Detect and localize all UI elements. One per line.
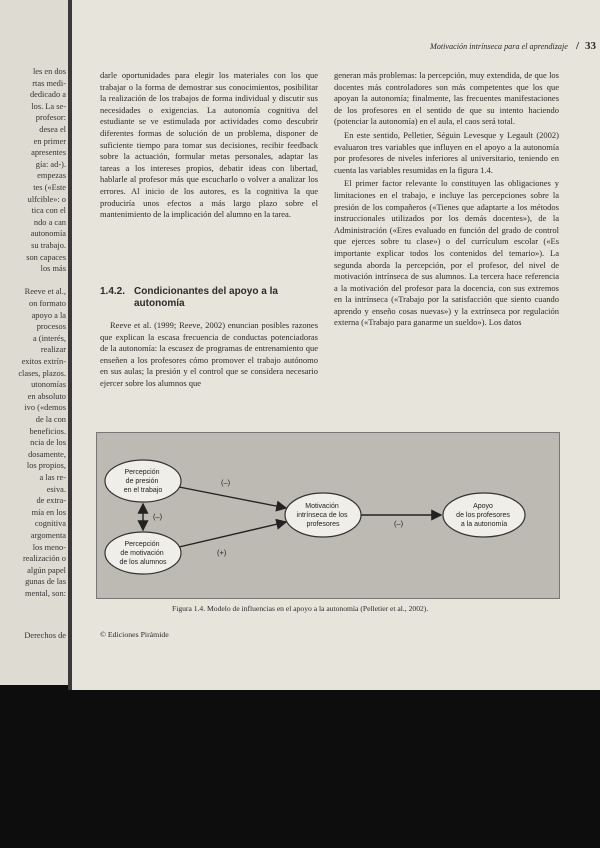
node-teacher-motivation-label: Motivación intrínseca de los profesores [296, 503, 348, 528]
left-page-line: realizar [40, 345, 66, 355]
left-page-line: beneficios. [29, 426, 66, 436]
label-vertical-arrow: (–) [153, 512, 163, 521]
column-left-bottom [100, 320, 318, 390]
left-page-line: mental, son: [25, 589, 66, 598]
label-right-arrow: (–) [394, 519, 404, 528]
paragraph-pelletier: En este sentido, Pelletier, Séguin Levesque y Legault (2002) evaluaron tres variables que influyen en el apoyo a la autonomía por profesores de niveles inferiores al universitario, teniendo en cuenta las variables resumidas en la figura 1.4. [334, 129, 559, 175]
left-page-line: dedicado a [29, 90, 66, 100]
left-page-footer: Derechos de [24, 631, 66, 640]
running-head: Motivación intrínseca para el aprendizaje / 33 [429, 40, 596, 52]
right-page [72, 0, 600, 690]
left-page-line: de extra- [36, 496, 66, 506]
label-top-arrow: (–) [221, 478, 231, 487]
left-page-line: a (interés, [32, 333, 66, 343]
section-title: Condicionantes del apoyo a la autonomía [134, 286, 278, 309]
column-right [334, 70, 559, 329]
node-autonomy-support-label: Apoyo de los profesores a la autonomía [456, 503, 510, 528]
left-page-line: mía en los [31, 507, 66, 517]
node-student-motivation-label: Percepción de motivación de los alumnos [119, 541, 167, 566]
influence-diagram [97, 433, 559, 598]
left-page-line: on formato [29, 299, 66, 308]
section-number: 1.4.2. [100, 286, 126, 297]
left-page-line: les en dos [32, 67, 66, 76]
left-page-line: tica con el [31, 206, 66, 216]
paragraph-factors: El primer factor relevante lo constituyen las obligaciones y limitaciones en el trabajo, e incluye las percepciones sobre la presión de los compañeros («Tienes que adaptarte a los métodos instruccionales utilizados por los demás docentes»), de la Administración («Eres evaluado en función del grado de control que ejerces sobre tu clase») o del currículum escolar («Es importante explicar todos los contenidos del temario»). La segunda aborda la percepción, por el profesor, del nivel de motivación intrínseca de sus alumnos. La tercera hace referencia a la motivación del profesor para la docencia, con sus extremos en la intrínseca («Trabajo por la satisfacción que siento cuando aprendo y enseño cosas nuevas») y la extrínseca por regulación externa («Trabajo para ganarme un sueldo»). Los datos [334, 178, 559, 328]
left-page-line: empezas [37, 171, 66, 181]
left-page-line: ndo a can [33, 217, 66, 227]
left-page-line: gunas de las [25, 577, 66, 587]
paragraph-autonomy-cognitive: darle oportunidades para elegir los materiales con los que trabajar o la forma de demostrar sus conocimientos, posibilitar la realización de los trabajos de forma individual y discutir sus necesidades o exigencias. La autonomía cognitiva del estudiante se ve estimulada por actividades como descubrir diferentes formas de solución de un problema, disponer de suficiente tiempo para tomar sus decisiones, recibir feedback sobre la actuación, formular metas personales, adaptar las tareas a los intereses propios, debatir ideas con libertad, hablarle al profesor más que escucharlo o volver a analizar los errores. Al inicio de los autores, es la cognitiva la que produciría unos efectos a más largo plazo sobre el mantenimiento de la implicación del alumno en la tarea. [100, 70, 318, 220]
left-page-line: ncia de los [30, 438, 66, 448]
paragraph-problems: generan más problemas: la percepción, muy extendida, de que los docentes más controladores son más competentes que los que apoyan la autonomía; finalmente, las frecuentes manifestaciones de los profesores en el sentido de que su intento haciendo (potenciar la autonomía) en el aula, el caos será total. [334, 70, 559, 127]
node-work-pressure-label: Percepción de presión en el trabajo [123, 469, 163, 494]
left-page-line: ulfcible»: o [27, 194, 66, 204]
publisher-footer: © Ediciones Pirámide [100, 630, 169, 639]
left-page-line: autonomía [30, 229, 66, 239]
left-page-line: tes («Este [33, 183, 66, 192]
left-page-line: rtas medi- [32, 78, 66, 88]
figure-1-4 [96, 432, 560, 599]
left-page-line: procesos [36, 322, 66, 332]
label-bottom-arrow: (+) [217, 548, 227, 557]
column-left-top [100, 70, 318, 221]
figure-caption: Figura 1.4. Modelo de influencias en el apoyo a la autonomía (Pelletier et al., 2002). [172, 604, 429, 613]
paragraph-reeve: Reeve et al. (1999; Reeve, 2002) enuncian posibles razones que explican la escasa frecuencia de conductas potenciadoras de la autonomía: la escasez de programas de entrenamiento que enseñen a los profesores cómo promover el trabajo autónomo en sus aulas; la presión y el control que se considera necesario ejercer sobre los alumnos que [100, 320, 318, 388]
left-page-line: a las re- [39, 473, 66, 482]
left-page-line: argomenta [30, 531, 66, 540]
left-page-line: dosamente, [28, 449, 66, 459]
arrow-students-to-motivation [179, 522, 286, 547]
left-page-line: gía: ad-). [35, 159, 66, 169]
page-number: 33 [585, 40, 596, 52]
left-page-line: apresentes [31, 148, 66, 158]
left-page-line: utonomías [31, 380, 66, 390]
left-page-line: los meno- [32, 542, 66, 552]
left-page-line: cognitiva [34, 519, 66, 529]
left-page-line: su trabajo. [31, 241, 66, 250]
arrow-pressure-to-motivation [179, 487, 286, 508]
left-page-line: los. La se- [31, 101, 66, 111]
left-page-line: exitos extrín- [21, 357, 66, 366]
left-page-line: de la con [35, 415, 66, 424]
left-page-line: clases, plazos. [18, 368, 66, 378]
running-head-title: Motivación intrínseca para el aprendizaje [429, 42, 568, 51]
left-page-line: son capaces [26, 252, 66, 262]
left-page-line: en primer [33, 136, 66, 146]
left-page-line: algún papel [27, 565, 66, 575]
left-page-line: esiva. [46, 484, 66, 494]
left-page-line: realización o [22, 554, 66, 564]
left-page-line: los más [40, 264, 66, 274]
left-page-line: ivo («demos [24, 403, 66, 413]
left-page-line: profesor: [35, 113, 66, 123]
left-page-line: Reeve et al., [24, 287, 66, 297]
section-heading [100, 286, 318, 310]
left-page-line: los propios, [26, 461, 66, 471]
left-page-line: desea el [39, 125, 66, 134]
left-page-line: en absoluto [27, 391, 66, 401]
left-page-line: apoyo a la [31, 310, 66, 320]
left-page-fragment [0, 0, 70, 685]
